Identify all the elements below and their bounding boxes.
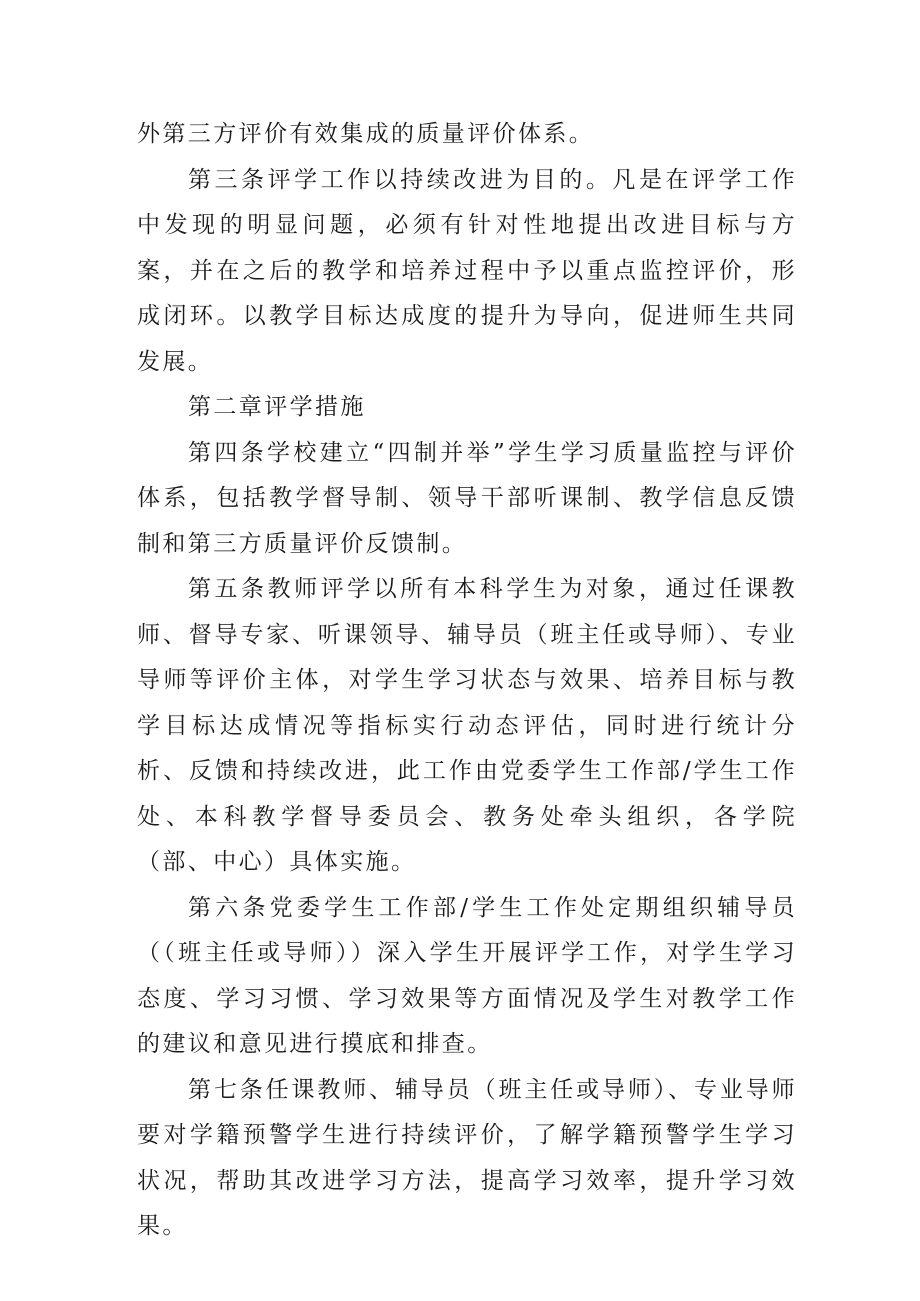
- chapter-heading: 第二章评学措施: [188, 394, 366, 420]
- paragraph-article-6: 第六条党委学生工作部/学生工作处定期组织辅导员（（班主任或导师））深入学生开展评学工作，对学生学习态度、学习习惯、学习效果等方面情况及学生对教学工作的建议和意见进行摸底和排查。: [137, 894, 797, 1057]
- paragraph-article-3: 第三条评学工作以持续改进为目的。凡是在评学工作中发现的明显问题，必须有针对性地提出改进目标与方案，并在之后的教学和培养过程中予以重点监控评价，形成闭环。以教学目标达成度的提升为导向，促进师生共同发展。: [137, 166, 797, 375]
- paragraph-continuation: 外第三方评价有效集成的质量评价体系。: [137, 121, 595, 147]
- document-body: [137, 112, 797, 1250]
- paragraph-article-7: 第七条任课教师、辅导员（班主任或导师）、专业导师要对学籍预警学生进行持续评价，了解学籍预警学生学习状况，帮助其改进学习方法，提高学习效率，提升学习效果。: [137, 1076, 797, 1239]
- paragraph-article-4: 第四条学校建立“四制并举”学生学习质量监控与评价体系，包括教学督导制、领导干部听课制、教学信息反馈制和第三方质量评价反馈制。: [137, 439, 797, 557]
- paragraph-article-5: 第五条教师评学以所有本科学生为对象，通过任课教师、督导专家、听课领导、辅导员（班主任或导师）、专业导师等评价主体，对学生学习状态与效果、培养目标与教学目标达成情况等指标实行动态评估，同时进行统计分析、反馈和持续改进，此工作由党委学生工作部/学生工作处、本科教学督导委员会、教务处牵头组织，各学院（部、中心）具体实施。: [137, 576, 797, 875]
